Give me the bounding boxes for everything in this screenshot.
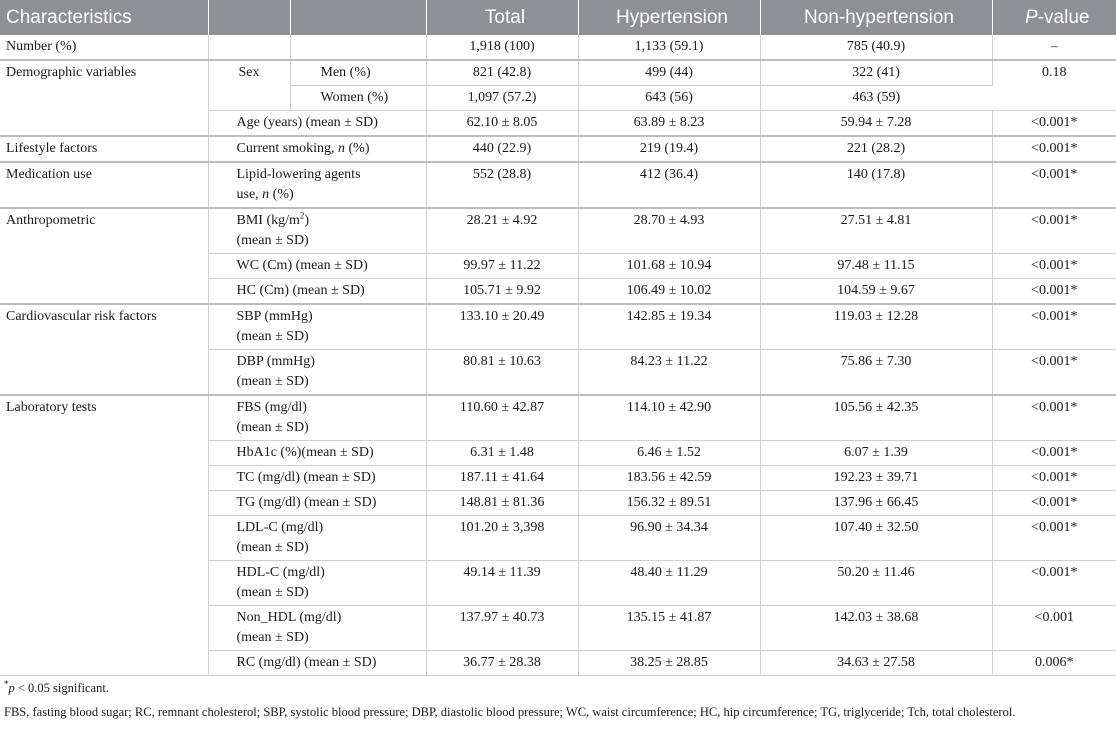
cell-non-hypertension: 463 (59)	[760, 86, 992, 111]
cell-p-value: <0.001*	[992, 516, 1116, 561]
cell-total: 552 (28.8)	[426, 162, 578, 208]
cell-hypertension: 156.32 ± 89.51	[578, 491, 760, 516]
header-blank-1	[208, 0, 290, 35]
cell-p-value: <0.001*	[992, 350, 1116, 396]
cell-total: 80.81 ± 10.63	[426, 350, 578, 396]
group-label: Demographic variables	[0, 60, 208, 136]
cell-hypertension: 114.10 ± 42.90	[578, 395, 760, 441]
cell-hypertension: 106.49 ± 10.02	[578, 279, 760, 305]
cell-non-hypertension: 785 (40.9)	[760, 35, 992, 60]
cell-total: 62.10 ± 8.05	[426, 111, 578, 137]
cell-total: 105.71 ± 9.92	[426, 279, 578, 305]
cell-non-hypertension: 6.07 ± 1.39	[760, 441, 992, 466]
cell-non-hypertension: 27.51 ± 4.81	[760, 208, 992, 254]
cell-total: 148.81 ± 81.36	[426, 491, 578, 516]
cell-non-hypertension: 137.96 ± 66.45	[760, 491, 992, 516]
cell-p-value: <0.001*	[992, 136, 1116, 162]
cell-non-hypertension: 104.59 ± 9.67	[760, 279, 992, 305]
cell-p-value: <0.001*	[992, 395, 1116, 441]
cell-non-hypertension: 34.63 ± 27.58	[760, 651, 992, 676]
cell-hypertension: 6.46 ± 1.52	[578, 441, 760, 466]
cell-p-value: <0.001*	[992, 561, 1116, 606]
cell-total: 821 (42.8)	[426, 60, 578, 86]
table-row	[0, 136, 1116, 162]
group-label: Anthropometric	[0, 208, 208, 304]
cell-non-hypertension: 192.23 ± 39.71	[760, 466, 992, 491]
abbreviations-note: FBS, fasting blood sugar; RC, remnant cholesterol; SBP, systolic blood pressure; DBP, diastolic blood pressure; WC, waist circumference; HC, hip circumference; TG, triglyceride; Tch, total cholesterol.	[4, 705, 1016, 719]
cell-total: 133.10 ± 20.49	[426, 304, 578, 350]
cell-hypertension: 63.89 ± 8.23	[578, 111, 760, 137]
row-label: TG (mg/dl) (mean ± SD)	[208, 491, 426, 516]
header-characteristics: Characteristics	[0, 0, 208, 35]
cell-hypertension: 38.25 ± 28.85	[578, 651, 760, 676]
cell-hypertension: 412 (36.4)	[578, 162, 760, 208]
cell-hypertension: 643 (56)	[578, 86, 760, 111]
cell-hypertension: 183.56 ± 42.59	[578, 466, 760, 491]
row-label: TC (mg/dl) (mean ± SD)	[208, 466, 426, 491]
row-label: Men (%)	[290, 60, 426, 86]
cell-hypertension: 135.15 ± 41.87	[578, 606, 760, 651]
row-label: SBP (mmHg) (mean ± SD)	[208, 304, 426, 350]
header-total: Total	[426, 0, 578, 35]
group-label: Laboratory tests	[0, 395, 208, 676]
row-label: Lipid-lowering agents use, n (%)	[208, 162, 426, 208]
row-label: Current smoking, n (%)	[208, 136, 426, 162]
cell-total: 440 (22.9)	[426, 136, 578, 162]
cell-non-hypertension: 97.48 ± 11.15	[760, 254, 992, 279]
cell-hypertension: 142.85 ± 19.34	[578, 304, 760, 350]
cell-non-hypertension: 119.03 ± 12.28	[760, 304, 992, 350]
table-row	[0, 60, 1116, 86]
cell-hypertension: 84.23 ± 11.22	[578, 350, 760, 396]
cell-hypertension: 499 (44)	[578, 60, 760, 86]
cell-total: 6.31 ± 1.48	[426, 441, 578, 466]
cell-total: 99.97 ± 11.22	[426, 254, 578, 279]
cell-p-value: <0.001*	[992, 491, 1116, 516]
row-label: FBS (mg/dl) (mean ± SD)	[208, 395, 426, 441]
cell-p-value: 0.006*	[992, 651, 1116, 676]
cell-p-value: <0.001*	[992, 304, 1116, 350]
group-label: Cardiovascular risk factors	[0, 304, 208, 395]
sex-label: Sex	[208, 60, 290, 111]
cell-hypertension: 219 (19.4)	[578, 136, 760, 162]
table-footnotes	[0, 679, 1116, 721]
group-label: Medication use	[0, 162, 208, 208]
cell-p-value: <0.001*	[992, 441, 1116, 466]
group-label: Lifestyle factors	[0, 136, 208, 162]
header-hypertension: Hypertension	[578, 0, 760, 35]
table-row	[0, 395, 1116, 441]
cell-p-value: <0.001*	[992, 208, 1116, 254]
cell-non-hypertension: 105.56 ± 42.35	[760, 395, 992, 441]
row-label: Women (%)	[290, 86, 426, 111]
cell-p-value: <0.001*	[992, 254, 1116, 279]
header-p-value: P-value	[992, 0, 1116, 35]
cell-p-value: <0.001	[992, 606, 1116, 651]
cell-total: 137.97 ± 40.73	[426, 606, 578, 651]
cell-hypertension: 48.40 ± 11.29	[578, 561, 760, 606]
row-label: BMI $(kg/m^2)$ (mean ± SD)	[208, 208, 426, 254]
significance-note: *p < 0.05 significant.	[4, 678, 109, 695]
cell-p-value: –	[992, 35, 1116, 60]
cell-p-value: <0.001*	[992, 111, 1116, 137]
cell-non-hypertension: 140 (17.8)	[760, 162, 992, 208]
table-row	[0, 304, 1116, 350]
cell-hypertension: 101.68 ± 10.94	[578, 254, 760, 279]
cell-non-hypertension: 75.86 ± 7.30	[760, 350, 992, 396]
cell-total: 1,097 (57.2)	[426, 86, 578, 111]
header-blank-2	[290, 0, 426, 35]
cell-p-value: 0.18	[992, 60, 1116, 111]
row-label: WC (Cm) (mean ± SD)	[208, 254, 426, 279]
cell-hypertension: 28.70 ± 4.93	[578, 208, 760, 254]
table-row	[0, 35, 1116, 60]
cell-p-value: <0.001*	[992, 162, 1116, 208]
cell-non-hypertension: 59.94 ± 7.28	[760, 111, 992, 137]
row-label: Number (%)	[0, 35, 208, 60]
row-label: HDL-C (mg/dl) (mean ± SD)	[208, 561, 426, 606]
cell-non-hypertension: 142.03 ± 38.68	[760, 606, 992, 651]
cell-p-value: <0.001*	[992, 279, 1116, 305]
row-label: HC (Cm) (mean ± SD)	[208, 279, 426, 305]
cell-non-hypertension: 221 (28.2)	[760, 136, 992, 162]
cell-hypertension: 1,133 (59.1)	[578, 35, 760, 60]
row-label: RC (mg/dl) (mean ± SD)	[208, 651, 426, 676]
cell-non-hypertension: 50.20 ± 11.46	[760, 561, 992, 606]
cell-non-hypertension: 107.40 ± 32.50	[760, 516, 992, 561]
row-label: Age (years) (mean ± SD)	[208, 111, 426, 137]
cell-total: 28.21 ± 4.92	[426, 208, 578, 254]
table-row	[0, 162, 1116, 208]
row-label: HbA1c (%)(mean ± SD)	[208, 441, 426, 466]
cell-total: 36.77 ± 28.38	[426, 651, 578, 676]
row-label: LDL-C (mg/dl) (mean ± SD)	[208, 516, 426, 561]
header-non-hypertension: Non-hypertension	[760, 0, 992, 35]
cell-total: 101.20 ± 3,398	[426, 516, 578, 561]
cell-total: 49.14 ± 11.39	[426, 561, 578, 606]
row-label: Non_HDL (mg/dl) (mean ± SD)	[208, 606, 426, 651]
cell-p-value: <0.001*	[992, 466, 1116, 491]
table-row	[0, 208, 1116, 254]
cell-total: 1,918 (100)	[426, 35, 578, 60]
row-label: DBP (mmHg) (mean ± SD)	[208, 350, 426, 396]
cell-non-hypertension: 322 (41)	[760, 60, 992, 86]
cell-hypertension: 96.90 ± 34.34	[578, 516, 760, 561]
header-row	[0, 0, 1116, 35]
cell-total: 187.11 ± 41.64	[426, 466, 578, 491]
cell-total: 110.60 ± 42.87	[426, 395, 578, 441]
